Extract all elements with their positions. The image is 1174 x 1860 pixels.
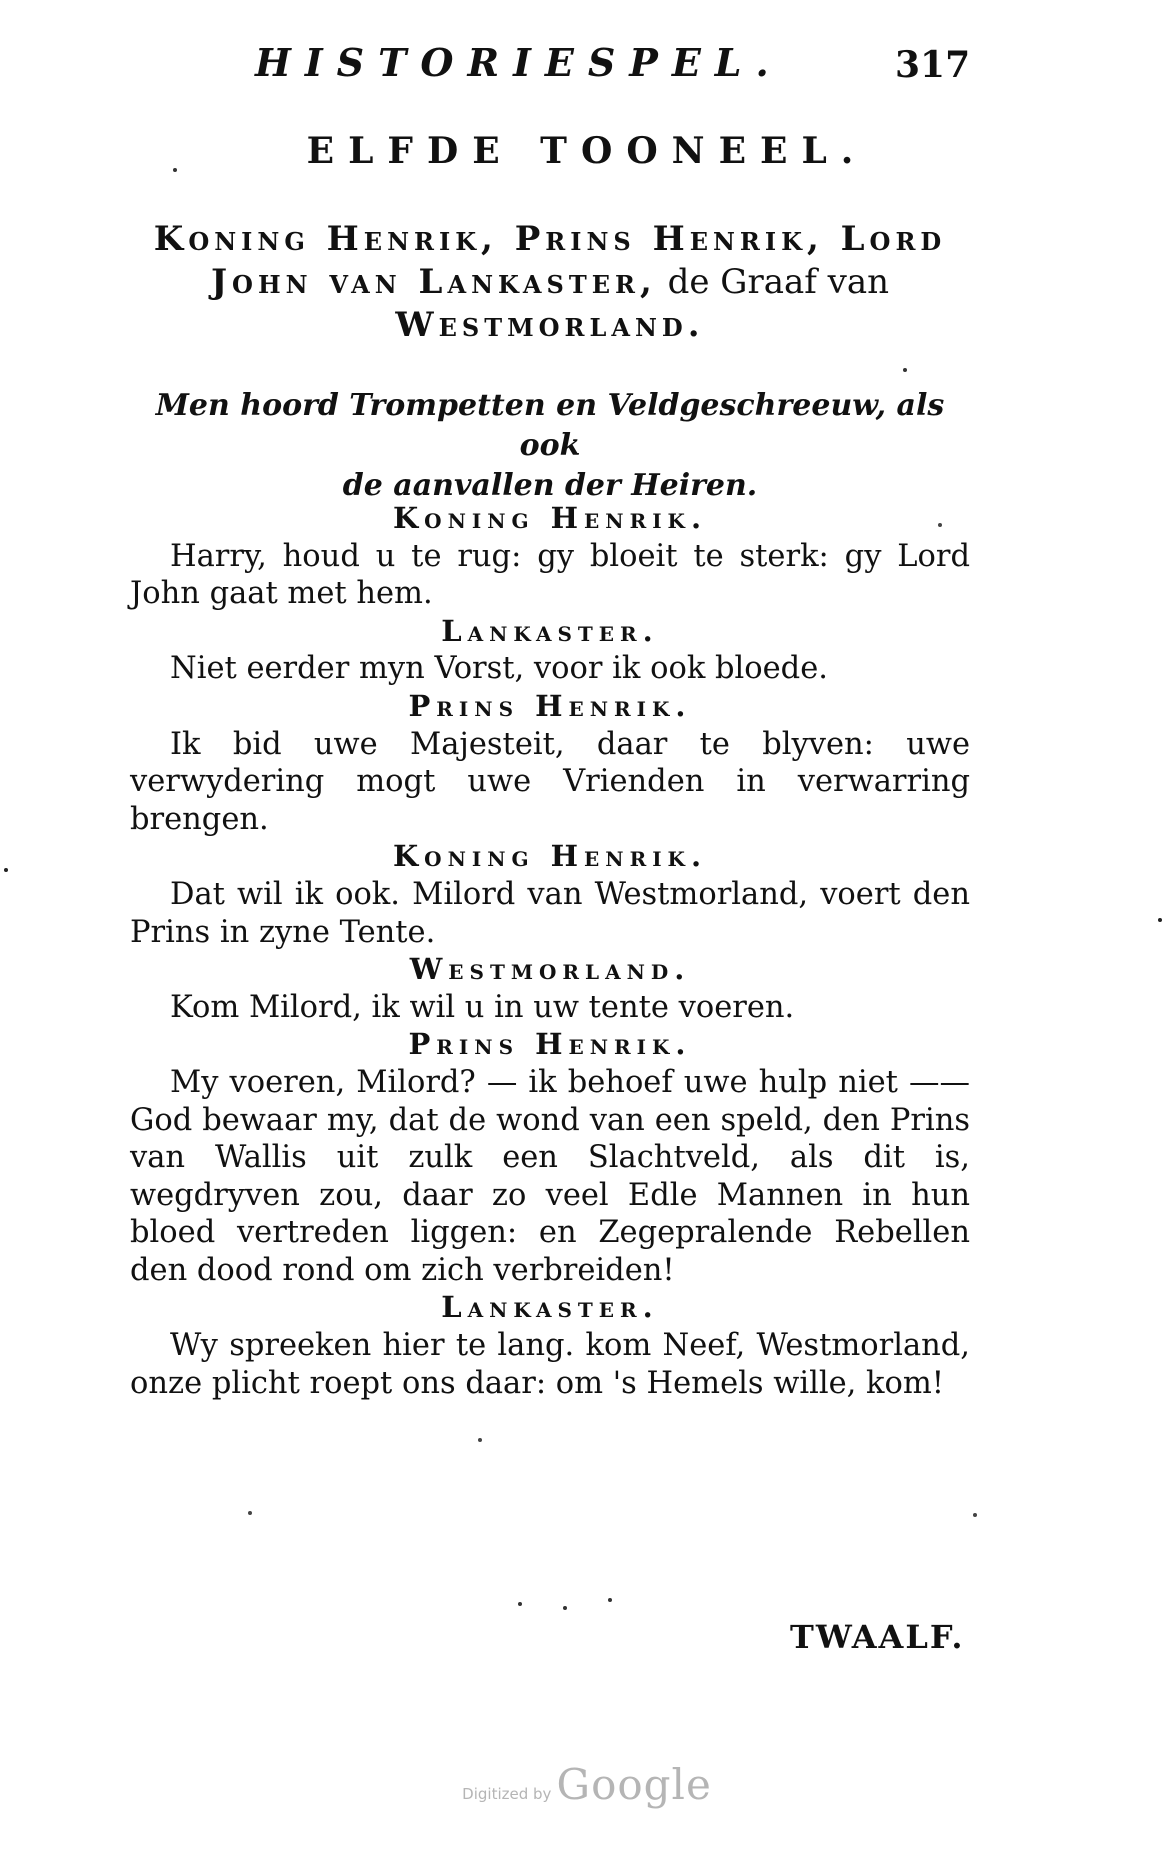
stage-direction-line-2: de aanvallen der Heiren.	[342, 468, 758, 503]
running-title: HISTORIESPEL.	[255, 40, 783, 85]
speaker-name: Lankaster.	[441, 613, 659, 648]
stage-direction	[125, 386, 975, 506]
speech-text: Niet eerder myn Vorst, voor ik ook bloede.	[170, 651, 828, 687]
speaker-name: Prins Henrik.	[408, 688, 692, 723]
cast-list	[125, 218, 975, 347]
speaker-name: Westmorland.	[409, 952, 691, 987]
speech-text: My voeren, Milord? — ik behoef uwe hulp niet —— God bewaar my, dat de wond van een speld, den Prins van Wallis uit zulk een Slachtveld, als dit is, wegdryven zou, daar zo veel Edle Mannen in hun bloed vertreden liggen: en Zegepralende Rebellen den dood rond om zich verbreiden!	[130, 1064, 970, 1288]
speaker-name: Lankaster.	[441, 1290, 659, 1325]
speech-text: Ik bid uwe Majesteit, daar te blyven: uwe verwydering mogt uwe Vrienden in verwarring brengen.	[130, 726, 970, 837]
digitization-watermark	[0, 1760, 1174, 1809]
speech-text: Harry, houd u te rug: gy bloeit te sterk: gy Lord John gaat met hem.	[130, 538, 970, 612]
cast-line-2-rest: de Graaf van	[656, 262, 890, 302]
cast-line-3: Westmorland.	[395, 305, 705, 345]
speech-text: Dat wil ik ook. Milord van Westmorland, voert den Prins in zyne Tente.	[130, 876, 970, 950]
cast-line-2-names: John van Lankaster,	[210, 262, 657, 302]
cast-line-2	[125, 261, 975, 304]
watermark-brand: Google	[556, 1760, 712, 1809]
speech-text: Wy spreeken hier te lang. kom Neef, Westmorland, onze plicht roept ons daar: om 's Hemels wille, kom!	[130, 1328, 970, 1401]
dialogue	[130, 500, 970, 1402]
cast-line-1: Koning Henrik, Prins Henrik, Lord	[153, 219, 947, 259]
page-number: 317	[895, 44, 971, 86]
scene-title: ELFDE TOONEEL.	[306, 130, 868, 172]
catchword: TWAALF.	[790, 1618, 965, 1656]
speaker-name: Koning Henrik.	[392, 839, 708, 874]
speech-text: Kom Milord, ik wil u in uw tente voeren.	[170, 989, 795, 1025]
watermark-prefix: Digitized by	[462, 1785, 552, 1803]
speaker-name: Koning Henrik.	[392, 501, 708, 535]
stage-direction-line-1: Men hoord Trompetten en Veldgeschreeuw, als ook	[155, 388, 945, 463]
speaker-name: Prins Henrik.	[408, 1027, 692, 1062]
